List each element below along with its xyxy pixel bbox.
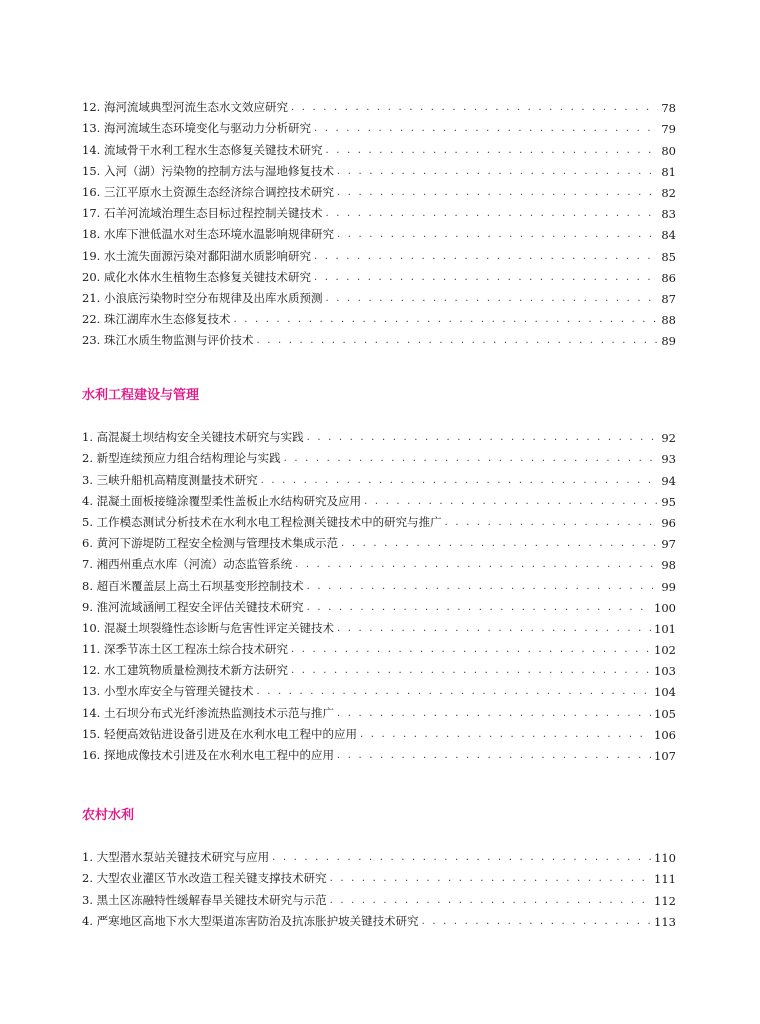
- entry-title: 18. 水库下泄低温水对生态环境水温影响规律研究: [82, 227, 334, 242]
- entry-page: 82: [661, 185, 676, 200]
- entry-title: 22. 珠江湖库水生态修复技术: [82, 312, 231, 327]
- leader-dots: [325, 294, 658, 306]
- entry-page: 98: [661, 558, 676, 573]
- toc-entry: [82, 742, 676, 763]
- entry-title: 20. 咸化水体水生植物生态修复关键技术研究: [82, 269, 311, 284]
- entry-title: 7. 湘西州重点水库（河流）动态监管系统: [82, 557, 293, 572]
- entry-page: 83: [661, 207, 676, 222]
- toc-entry: [82, 285, 676, 306]
- entry-title: 2. 新型连续预应力组合结构理论与实践: [82, 451, 281, 466]
- entry-title: 23. 珠江水质生物监测与评价技术: [82, 333, 254, 348]
- entry-title: 17. 石羊河流域治理生态目标过程控制关键技术: [82, 206, 323, 221]
- entry-page: 79: [661, 122, 676, 137]
- leader-dots: [261, 476, 659, 488]
- entry-page: 86: [661, 270, 676, 285]
- entry-page: 92: [661, 431, 676, 446]
- entry-page: 85: [661, 249, 676, 264]
- entry-page: 101: [654, 621, 676, 636]
- entry-title: 1. 大型潜水泵站关键技术研究与应用: [82, 850, 270, 865]
- toc-entry: [82, 551, 676, 572]
- entry-title: 16. 三江平原水土资源生态经济综合调控技术研究: [82, 184, 334, 199]
- leader-dots: [233, 315, 658, 327]
- entry-page: 89: [661, 334, 676, 349]
- entry-page: 87: [661, 291, 676, 306]
- leader-dots: [314, 252, 658, 264]
- toc-entry: [82, 865, 676, 886]
- toc-entry: [82, 699, 676, 720]
- entry-title: 11. 深季节冻土区工程冻土综合技术研究: [82, 642, 288, 657]
- entry-title: 8. 超百米覆盖层上高土石坝基变形控制技术: [82, 578, 304, 593]
- leader-dots: [422, 917, 651, 929]
- entry-title: 14. 土石坝分布式光纤渗流热监测技术示范与推广: [82, 705, 334, 720]
- entry-title: 4. 严寒地区高地下水大型渠道冻害防治及抗冻胀护坡关键技术研究: [82, 913, 419, 928]
- entry-page: 100: [654, 600, 676, 615]
- entry-page: 112: [654, 893, 676, 908]
- entry-title: 16. 探地成像技术引进及在水利水电工程中的应用: [82, 748, 334, 762]
- leader-dots: [445, 518, 659, 530]
- entry-title: 15. 入河（湖）污染物的控制方法与湿地修复技术: [82, 163, 334, 178]
- leader-dots: [307, 603, 651, 615]
- leader-dots: [295, 560, 658, 572]
- toc-entry: [82, 179, 676, 200]
- entry-page: 78: [661, 101, 676, 116]
- entry-title: 9. 淮河流域涵闸工程安全评估关键技术研究: [82, 599, 304, 614]
- entry-page: 81: [661, 164, 676, 179]
- toc-entry: [82, 509, 676, 530]
- toc-entry: [82, 158, 676, 179]
- leader-dots: [272, 853, 651, 865]
- entry-page: 88: [661, 313, 676, 328]
- entry-page: 106: [654, 727, 676, 742]
- entry-page: 94: [661, 473, 676, 488]
- entry-page: 103: [654, 664, 676, 679]
- leader-dots: [330, 896, 651, 908]
- entry-page: 96: [661, 515, 676, 530]
- entry-title: 3. 黑土区冻融特性缓解春旱关键技术研究与示范: [82, 892, 327, 907]
- leader-dots: [256, 336, 658, 348]
- entry-title: 12. 水工建筑物质量检测技术新方法研究: [82, 663, 288, 678]
- entry-title: 15. 轻便高效钻进设备引进及在水利水电工程中的应用: [82, 726, 357, 741]
- leader-dots: [314, 124, 658, 136]
- entry-title: 1. 高混凝土坝结构安全关键技术研究与实践: [82, 430, 304, 445]
- entry-page: 99: [661, 579, 676, 594]
- toc-entry: [82, 594, 676, 615]
- entry-title: 13. 小型水库安全与管理关键技术: [82, 684, 254, 699]
- leader-dots: [307, 433, 659, 445]
- entry-page: 111: [654, 872, 676, 887]
- section-heading: 水利工程建设与管理: [82, 388, 200, 403]
- entry-page: 113: [654, 914, 676, 929]
- entry-page: 102: [654, 643, 676, 658]
- toc-section-c: [82, 844, 676, 929]
- section-heading: 农村水利: [82, 808, 135, 823]
- toc-entry: [82, 136, 676, 157]
- entry-title: 12. 海河流域典型河流生态水文效应研究: [82, 100, 288, 115]
- leader-dots: [337, 624, 651, 636]
- entry-page: 107: [654, 749, 676, 763]
- entry-title: 2. 大型农业灌区节水改造工程关键支撑技术研究: [82, 871, 327, 886]
- toc-entry: [82, 488, 676, 509]
- entry-page: 97: [661, 537, 676, 552]
- leader-dots: [291, 645, 651, 657]
- leader-dots: [256, 687, 651, 699]
- toc-section-a: [82, 94, 676, 348]
- leader-dots: [325, 209, 658, 221]
- toc-entry: [82, 242, 676, 263]
- entry-title: 14. 流域骨干水利工程水生态修复关键技术研究: [82, 142, 323, 157]
- entry-title: 3. 三峡升船机高精度测量技术研究: [82, 472, 258, 487]
- entry-page: 84: [661, 228, 676, 243]
- entry-page: 105: [654, 706, 676, 721]
- leader-dots: [360, 730, 651, 742]
- toc-section-b: [82, 424, 676, 763]
- toc-entry: [82, 657, 676, 678]
- leader-dots: [284, 454, 659, 466]
- entry-title: 19. 水土流失面源污染对鄱阳湖水质影响研究: [82, 248, 311, 263]
- entry-page: 95: [661, 494, 676, 509]
- entry-page: 104: [654, 685, 676, 700]
- leader-dots: [325, 146, 658, 158]
- entry-page: 93: [661, 452, 676, 467]
- entry-title: 21. 小浪底污染物时空分布规律及出库水质预测: [82, 290, 323, 305]
- entry-page: 80: [661, 143, 676, 158]
- leader-dots: [330, 874, 651, 886]
- leader-dots: [314, 273, 658, 285]
- leader-dots: [337, 167, 658, 179]
- entry-title: 6. 黄河下游堤防工程安全检测与管理技术集成示范: [82, 536, 339, 551]
- entry-title: 13. 海河流域生态环境变化与驱动力分析研究: [82, 121, 311, 136]
- toc-entry: [82, 94, 676, 115]
- leader-dots: [337, 751, 651, 763]
- entry-title: 5. 工作模态测试分析技术在水利水电工程检测关键技术中的研究与推广: [82, 514, 442, 529]
- toc-entry: [82, 886, 676, 907]
- toc-entry: [82, 530, 676, 551]
- toc-entry: [82, 424, 676, 445]
- leader-dots: [364, 497, 658, 509]
- leader-dots: [291, 666, 651, 678]
- toc-entry: [82, 327, 676, 348]
- toc-entry: [82, 264, 676, 285]
- toc-entry: [82, 306, 676, 327]
- toc-entry: [82, 445, 676, 466]
- toc-entry: [82, 636, 676, 657]
- leader-dots: [341, 539, 658, 551]
- leader-dots: [337, 709, 651, 721]
- toc-entry: [82, 721, 676, 742]
- toc-entry: [82, 200, 676, 221]
- toc-entry: [82, 221, 676, 242]
- toc-entry: [82, 466, 676, 487]
- leader-dots: [291, 103, 658, 115]
- toc-entry: [82, 908, 676, 929]
- entry-page: 110: [654, 851, 676, 866]
- leader-dots: [307, 582, 659, 594]
- leader-dots: [337, 230, 658, 242]
- toc-entry: [82, 844, 676, 865]
- leader-dots: [337, 188, 658, 200]
- toc-entry: [82, 572, 676, 593]
- toc-entry: [82, 615, 676, 636]
- entry-title: 4. 混凝土面板接缝涂覆型柔性盖板止水结构研究及应用: [82, 493, 362, 508]
- toc-entry: [82, 115, 676, 136]
- toc-entry: [82, 678, 676, 699]
- entry-title: 10. 混凝土坝裂缝性态诊断与危害性评定关键技术: [82, 620, 334, 635]
